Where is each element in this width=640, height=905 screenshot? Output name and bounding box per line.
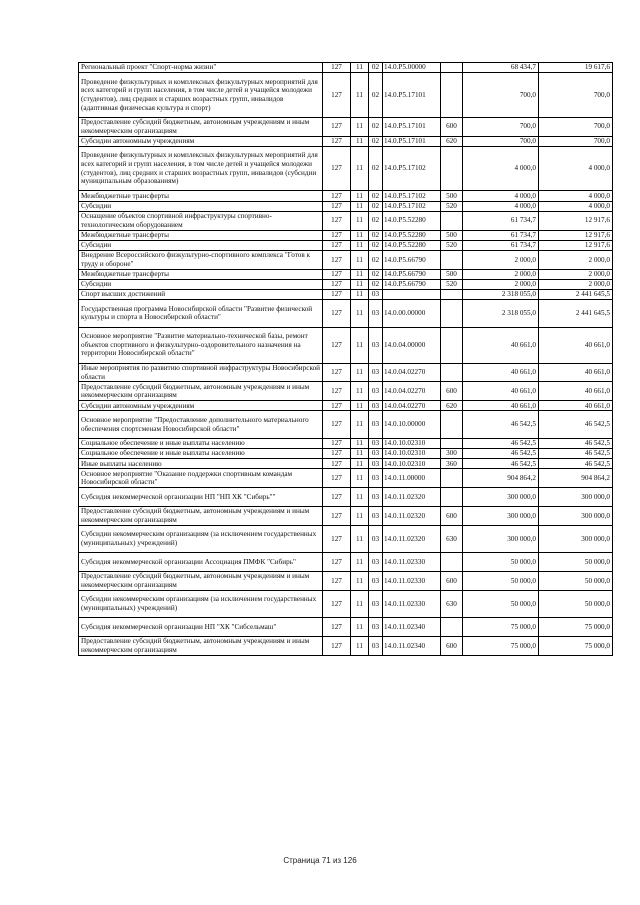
ved-code-cell: 127 <box>323 300 351 327</box>
item-name-cell: Основное мероприятие "Развитие материально-технической базы, ремонт объектов спортивного и физкультурно-оздоровительного назначения на территории Новосибирской области" <box>79 327 323 363</box>
amount-year2-cell: 700,0 <box>539 136 613 146</box>
expense-type-cell: 620 <box>441 401 463 411</box>
ved-code-cell: 127 <box>323 636 351 655</box>
subsection-code-cell: 02 <box>369 201 383 211</box>
subsection-code-cell: 02 <box>369 250 383 269</box>
section-code-cell: 11 <box>351 136 369 146</box>
amount-year1-cell: 300 000,0 <box>463 525 539 552</box>
expense-type-cell: 520 <box>441 201 463 211</box>
section-code-cell: 11 <box>351 636 369 655</box>
amount-year2-cell: 40 661,0 <box>539 363 613 382</box>
ved-code-cell: 127 <box>323 618 351 637</box>
section-code-cell: 11 <box>351 553 369 572</box>
target-article-cell: 14.0.00.00000 <box>383 300 441 327</box>
target-article-cell: 14.0.P5.17102 <box>383 191 441 201</box>
amount-year1-cell: 700,0 <box>463 136 539 146</box>
ved-code-cell: 127 <box>323 250 351 269</box>
item-name-cell: Оснащение объектов спортивной инфраструктуры спортивно-технологическим оборудованием <box>79 211 323 230</box>
target-article-cell: 14.0.P5.17101 <box>383 73 441 118</box>
target-article-cell: 14.0.04.02270 <box>383 401 441 411</box>
section-code-cell: 11 <box>351 63 369 73</box>
table-row <box>79 411 613 438</box>
item-name-cell: Социальное обеспечение и иные выплаты населению <box>79 449 323 459</box>
amount-year2-cell: 2 000,0 <box>539 250 613 269</box>
ved-code-cell: 127 <box>323 211 351 230</box>
ved-code-cell: 127 <box>323 363 351 382</box>
amount-year1-cell: 2 000,0 <box>463 250 539 269</box>
item-name-cell: Спорт высших достижений <box>79 290 323 300</box>
expense-type-cell <box>441 363 463 382</box>
expense-type-cell: 600 <box>441 382 463 401</box>
expense-type-cell <box>441 73 463 118</box>
expense-type-cell: 360 <box>441 459 463 469</box>
amount-year1-cell: 2 318 055,0 <box>463 300 539 327</box>
target-article-cell: 14.0.P5.00000 <box>383 63 441 73</box>
table-row <box>79 469 613 488</box>
table-row <box>79 63 613 73</box>
amount-year1-cell: 2 000,0 <box>463 269 539 279</box>
budget-table <box>78 62 613 656</box>
ved-code-cell: 127 <box>323 438 351 448</box>
amount-year1-cell: 68 434,7 <box>463 63 539 73</box>
section-code-cell: 11 <box>351 300 369 327</box>
subsection-code-cell: 03 <box>369 525 383 552</box>
amount-year2-cell: 300 000,0 <box>539 506 613 525</box>
item-name-cell: Межбюджетные трансферты <box>79 230 323 240</box>
table-row <box>79 230 613 240</box>
section-code-cell: 11 <box>351 146 369 191</box>
section-code-cell: 11 <box>351 73 369 118</box>
subsection-code-cell: 03 <box>369 488 383 507</box>
section-code-cell: 11 <box>351 506 369 525</box>
amount-year1-cell: 40 661,0 <box>463 327 539 363</box>
item-name-cell: Предоставление субсидий бюджетным, автономным учреждениям и иным некоммерческим организациям <box>79 636 323 655</box>
amount-year1-cell: 40 661,0 <box>463 382 539 401</box>
amount-year2-cell: 40 661,0 <box>539 401 613 411</box>
ved-code-cell: 127 <box>323 73 351 118</box>
amount-year1-cell: 46 542,5 <box>463 459 539 469</box>
subsection-code-cell: 03 <box>369 636 383 655</box>
target-article-cell: 14.0.04.00000 <box>383 327 441 363</box>
section-code-cell: 11 <box>351 618 369 637</box>
expense-type-cell <box>441 211 463 230</box>
target-article-cell: 14.0.04.02270 <box>383 382 441 401</box>
target-article-cell: 14.0.11.02340 <box>383 618 441 637</box>
amount-year2-cell: 700,0 <box>539 73 613 118</box>
amount-year1-cell: 904 864,2 <box>463 469 539 488</box>
target-article-cell: 14.0.10.02310 <box>383 438 441 448</box>
amount-year2-cell: 2 441 645,5 <box>539 290 613 300</box>
expense-type-cell <box>441 146 463 191</box>
item-name-cell: Предоставление субсидий бюджетным, автономным учреждениям и иным некоммерческим организациям <box>79 506 323 525</box>
table-row <box>79 191 613 201</box>
table-row <box>79 618 613 637</box>
amount-year1-cell: 50 000,0 <box>463 553 539 572</box>
subsection-code-cell: 03 <box>369 590 383 617</box>
section-code-cell: 11 <box>351 438 369 448</box>
amount-year1-cell: 46 542,5 <box>463 411 539 438</box>
target-article-cell: 14.0.P5.17101 <box>383 117 441 136</box>
amount-year2-cell: 50 000,0 <box>539 571 613 590</box>
expense-type-cell: 600 <box>441 506 463 525</box>
target-article-cell: 14.0.10.00000 <box>383 411 441 438</box>
item-name-cell: Межбюджетные трансферты <box>79 191 323 201</box>
amount-year2-cell: 2 441 645,5 <box>539 300 613 327</box>
subsection-code-cell: 03 <box>369 438 383 448</box>
table-row <box>79 636 613 655</box>
subsection-code-cell: 03 <box>369 300 383 327</box>
amount-year2-cell: 75 000,0 <box>539 618 613 637</box>
expense-type-cell <box>441 488 463 507</box>
expense-type-cell <box>441 618 463 637</box>
amount-year1-cell: 40 661,0 <box>463 363 539 382</box>
ved-code-cell: 127 <box>323 488 351 507</box>
ved-code-cell: 127 <box>323 411 351 438</box>
subsection-code-cell: 02 <box>369 240 383 250</box>
table-row <box>79 300 613 327</box>
expense-type-cell <box>441 411 463 438</box>
item-name-cell: Субсидии автономным учреждениям <box>79 401 323 411</box>
section-code-cell: 11 <box>351 211 369 230</box>
expense-type-cell: 520 <box>441 240 463 250</box>
subsection-code-cell: 02 <box>369 117 383 136</box>
subsection-code-cell: 02 <box>369 269 383 279</box>
item-name-cell: Предоставление субсидий бюджетным, автономным учреждениям и иным некоммерческим организациям <box>79 382 323 401</box>
amount-year1-cell: 75 000,0 <box>463 618 539 637</box>
subsection-code-cell: 03 <box>369 459 383 469</box>
ved-code-cell: 127 <box>323 269 351 279</box>
amount-year2-cell: 700,0 <box>539 117 613 136</box>
expense-type-cell: 630 <box>441 525 463 552</box>
target-article-cell: 14.0.11.02330 <box>383 571 441 590</box>
expense-type-cell: 600 <box>441 636 463 655</box>
ved-code-cell: 127 <box>323 469 351 488</box>
amount-year2-cell: 19 617,6 <box>539 63 613 73</box>
item-name-cell: Государственная программа Новосибирской области "Развитие физической культуры и спорта в Новосибирской области" <box>79 300 323 327</box>
subsection-code-cell: 03 <box>369 571 383 590</box>
item-name-cell: Предоставление субсидий бюджетным, автономным учреждениям и иным некоммерческим организациям <box>79 117 323 136</box>
subsection-code-cell: 02 <box>369 63 383 73</box>
item-name-cell: Проведение физкультурных и комплексных физкультурных мероприятий для всех категорий и групп населения, в том числе детей и учащейся молодежи (студентов), лиц средних и старших возрастных групп, инвалидов (субсидии муниципальным образованиям) <box>79 146 323 191</box>
expense-type-cell <box>441 290 463 300</box>
ved-code-cell: 127 <box>323 136 351 146</box>
section-code-cell: 11 <box>351 571 369 590</box>
ved-code-cell: 127 <box>323 459 351 469</box>
ved-code-cell: 127 <box>323 553 351 572</box>
expense-type-cell: 600 <box>441 117 463 136</box>
subsection-code-cell: 02 <box>369 211 383 230</box>
section-code-cell: 11 <box>351 250 369 269</box>
target-article-cell: 14.0.11.02330 <box>383 590 441 617</box>
ved-code-cell: 127 <box>323 63 351 73</box>
section-code-cell: 11 <box>351 201 369 211</box>
subsection-code-cell: 02 <box>369 230 383 240</box>
budget-table-body <box>79 63 613 656</box>
amount-year1-cell: 61 734,7 <box>463 240 539 250</box>
target-article-cell: 14.0.10.02310 <box>383 449 441 459</box>
ved-code-cell: 127 <box>323 279 351 289</box>
item-name-cell: Субсидия некоммерческой организации НП "НП ХК "Сибирь"" <box>79 488 323 507</box>
amount-year2-cell: 4 000,0 <box>539 201 613 211</box>
section-code-cell: 11 <box>351 382 369 401</box>
subsection-code-cell: 03 <box>369 411 383 438</box>
item-name-cell: Субсидии некоммерческим организациям (за исключением государственных (муниципальных) учреждений) <box>79 590 323 617</box>
amount-year1-cell: 4 000,0 <box>463 146 539 191</box>
item-name-cell: Субсидия некоммерческой организации НП "ХК "Сибсельмаш" <box>79 618 323 637</box>
expense-type-cell <box>441 553 463 572</box>
item-name-cell: Субсидия некоммерческой организации Ассоциация ПМФК "Сибирь" <box>79 553 323 572</box>
amount-year2-cell: 50 000,0 <box>539 553 613 572</box>
ved-code-cell: 127 <box>323 117 351 136</box>
section-code-cell: 11 <box>351 488 369 507</box>
section-code-cell: 11 <box>351 590 369 617</box>
amount-year1-cell: 2 318 055,0 <box>463 290 539 300</box>
target-article-cell: 14.0.11.00000 <box>383 469 441 488</box>
subsection-code-cell: 03 <box>369 469 383 488</box>
item-name-cell: Социальное обеспечение и иные выплаты населению <box>79 438 323 448</box>
amount-year1-cell: 2 000,0 <box>463 279 539 289</box>
amount-year1-cell: 300 000,0 <box>463 488 539 507</box>
amount-year2-cell: 2 000,0 <box>539 269 613 279</box>
amount-year2-cell: 904 864,2 <box>539 469 613 488</box>
table-row <box>79 363 613 382</box>
subsection-code-cell: 03 <box>369 553 383 572</box>
table-row <box>79 201 613 211</box>
amount-year2-cell: 12 917,6 <box>539 230 613 240</box>
target-article-cell: 14.0.11.02320 <box>383 506 441 525</box>
target-article-cell: 14.0.P5.17102 <box>383 201 441 211</box>
target-article-cell: 14.0.P5.17101 <box>383 136 441 146</box>
ved-code-cell: 127 <box>323 146 351 191</box>
expense-type-cell <box>441 438 463 448</box>
amount-year2-cell: 46 542,5 <box>539 459 613 469</box>
item-name-cell: Региональный проект "Спорт-норма жизни" <box>79 63 323 73</box>
table-row <box>79 136 613 146</box>
section-code-cell: 11 <box>351 240 369 250</box>
expense-type-cell: 500 <box>441 230 463 240</box>
amount-year1-cell: 46 542,5 <box>463 449 539 459</box>
amount-year2-cell: 40 661,0 <box>539 382 613 401</box>
table-row <box>79 382 613 401</box>
item-name-cell: Субсидии <box>79 201 323 211</box>
table-row <box>79 240 613 250</box>
expense-type-cell: 500 <box>441 191 463 201</box>
ved-code-cell: 127 <box>323 525 351 552</box>
amount-year2-cell: 46 542,5 <box>539 411 613 438</box>
expense-type-cell: 630 <box>441 590 463 617</box>
ved-code-cell: 127 <box>323 191 351 201</box>
section-code-cell: 11 <box>351 279 369 289</box>
table-row <box>79 279 613 289</box>
section-code-cell: 11 <box>351 290 369 300</box>
amount-year2-cell: 300 000,0 <box>539 525 613 552</box>
amount-year1-cell: 50 000,0 <box>463 590 539 617</box>
ved-code-cell: 127 <box>323 240 351 250</box>
subsection-code-cell: 03 <box>369 401 383 411</box>
subsection-code-cell: 03 <box>369 506 383 525</box>
amount-year2-cell: 300 000,0 <box>539 488 613 507</box>
subsection-code-cell: 02 <box>369 136 383 146</box>
table-row <box>79 250 613 269</box>
amount-year2-cell: 4 000,0 <box>539 146 613 191</box>
item-name-cell: Основное мероприятие "Предоставление дополнительного материального обеспечения спортсменам Новосибирской области" <box>79 411 323 438</box>
table-row <box>79 117 613 136</box>
table-row <box>79 553 613 572</box>
ved-code-cell: 127 <box>323 201 351 211</box>
item-name-cell: Иные мероприятия по развитию спортивной инфраструктуры Новосибирской области <box>79 363 323 382</box>
amount-year1-cell: 61 734,7 <box>463 230 539 240</box>
ved-code-cell: 127 <box>323 382 351 401</box>
amount-year1-cell: 700,0 <box>463 117 539 136</box>
table-row <box>79 146 613 191</box>
target-article-cell: 14.0.P5.66790 <box>383 269 441 279</box>
section-code-cell: 11 <box>351 459 369 469</box>
expense-type-cell: 520 <box>441 279 463 289</box>
ved-code-cell: 127 <box>323 230 351 240</box>
amount-year2-cell: 2 000,0 <box>539 279 613 289</box>
subsection-code-cell: 03 <box>369 363 383 382</box>
table-row <box>79 401 613 411</box>
ved-code-cell: 127 <box>323 449 351 459</box>
table-row <box>79 459 613 469</box>
expense-type-cell: 620 <box>441 136 463 146</box>
expense-type-cell <box>441 63 463 73</box>
table-row <box>79 506 613 525</box>
table-row <box>79 211 613 230</box>
table-row <box>79 449 613 459</box>
section-code-cell: 11 <box>351 525 369 552</box>
section-code-cell: 11 <box>351 469 369 488</box>
expense-type-cell <box>441 250 463 269</box>
target-article-cell: 14.0.P5.66790 <box>383 250 441 269</box>
amount-year1-cell: 61 734,7 <box>463 211 539 230</box>
amount-year1-cell: 700,0 <box>463 73 539 118</box>
amount-year2-cell: 46 542,5 <box>539 438 613 448</box>
amount-year1-cell: 4 000,0 <box>463 191 539 201</box>
target-article-cell: 14.0.P5.52280 <box>383 230 441 240</box>
target-article-cell: 14.0.11.02320 <box>383 525 441 552</box>
target-article-cell: 14.0.11.02340 <box>383 636 441 655</box>
target-article-cell <box>383 290 441 300</box>
amount-year1-cell: 40 661,0 <box>463 401 539 411</box>
expense-type-cell <box>441 327 463 363</box>
table-row <box>79 290 613 300</box>
section-code-cell: 11 <box>351 411 369 438</box>
ved-code-cell: 127 <box>323 290 351 300</box>
expense-type-cell: 600 <box>441 571 463 590</box>
section-code-cell: 11 <box>351 230 369 240</box>
table-row <box>79 438 613 448</box>
item-name-cell: Субсидии <box>79 240 323 250</box>
section-code-cell: 11 <box>351 117 369 136</box>
item-name-cell: Проведение физкультурных и комплексных физкультурных мероприятий для всех категорий и групп населения, в том числе детей и учащейся молодежи (студентов), лиц средних и старших возрастных групп, инвалидов (адаптивная физическая культура и спорт) <box>79 73 323 118</box>
subsection-code-cell: 02 <box>369 191 383 201</box>
section-code-cell: 11 <box>351 269 369 279</box>
table-row <box>79 590 613 617</box>
section-code-cell: 11 <box>351 327 369 363</box>
item-name-cell: Межбюджетные трансферты <box>79 269 323 279</box>
table-row <box>79 525 613 552</box>
amount-year1-cell: 4 000,0 <box>463 201 539 211</box>
item-name-cell: Внедрение Всероссийского физкультурно-спортивного комплекса "Готов к труду и обороне" <box>79 250 323 269</box>
target-article-cell: 14.0.04.02270 <box>383 363 441 382</box>
ved-code-cell: 127 <box>323 571 351 590</box>
item-name-cell: Основное мероприятие "Оказание поддержки спортивным командам Новосибирской области" <box>79 469 323 488</box>
ved-code-cell: 127 <box>323 590 351 617</box>
subsection-code-cell: 02 <box>369 279 383 289</box>
amount-year2-cell: 46 542,5 <box>539 449 613 459</box>
expense-type-cell <box>441 469 463 488</box>
subsection-code-cell: 03 <box>369 382 383 401</box>
table-row <box>79 269 613 279</box>
target-article-cell: 14.0.P5.17102 <box>383 146 441 191</box>
section-code-cell: 11 <box>351 363 369 382</box>
table-row <box>79 73 613 118</box>
amount-year2-cell: 12 917,6 <box>539 211 613 230</box>
subsection-code-cell: 02 <box>369 73 383 118</box>
target-article-cell: 14.0.10.02310 <box>383 459 441 469</box>
item-name-cell: Субсидии автономным учреждениям <box>79 136 323 146</box>
item-name-cell: Субсидии некоммерческим организациям (за исключением государственных (муниципальных) учреждений) <box>79 525 323 552</box>
item-name-cell: Предоставление субсидий бюджетным, автономным учреждениям и иным некоммерческим организациям <box>79 571 323 590</box>
target-article-cell: 14.0.P5.52280 <box>383 211 441 230</box>
item-name-cell: Субсидии <box>79 279 323 289</box>
amount-year1-cell: 50 000,0 <box>463 571 539 590</box>
target-article-cell: 14.0.11.02320 <box>383 488 441 507</box>
expense-type-cell <box>441 300 463 327</box>
ved-code-cell: 127 <box>323 401 351 411</box>
subsection-code-cell: 03 <box>369 618 383 637</box>
subsection-code-cell: 03 <box>369 327 383 363</box>
section-code-cell: 11 <box>351 449 369 459</box>
amount-year2-cell: 12 917,6 <box>539 240 613 250</box>
subsection-code-cell: 03 <box>369 290 383 300</box>
item-name-cell: Иные выплаты населению <box>79 459 323 469</box>
amount-year1-cell: 46 542,5 <box>463 438 539 448</box>
amount-year2-cell: 75 000,0 <box>539 636 613 655</box>
table-row <box>79 571 613 590</box>
section-code-cell: 11 <box>351 191 369 201</box>
expense-type-cell: 300 <box>441 449 463 459</box>
target-article-cell: 14.0.11.02330 <box>383 553 441 572</box>
subsection-code-cell: 03 <box>369 449 383 459</box>
table-row <box>79 488 613 507</box>
subsection-code-cell: 02 <box>369 146 383 191</box>
target-article-cell: 14.0.P5.66790 <box>383 279 441 289</box>
page-footer: Страница 71 из 126 <box>283 856 357 865</box>
section-code-cell: 11 <box>351 401 369 411</box>
expense-type-cell: 500 <box>441 269 463 279</box>
target-article-cell: 14.0.P5.52280 <box>383 240 441 250</box>
amount-year1-cell: 300 000,0 <box>463 506 539 525</box>
ved-code-cell: 127 <box>323 327 351 363</box>
amount-year2-cell: 4 000,0 <box>539 191 613 201</box>
amount-year1-cell: 75 000,0 <box>463 636 539 655</box>
table-row <box>79 327 613 363</box>
ved-code-cell: 127 <box>323 506 351 525</box>
amount-year2-cell: 50 000,0 <box>539 590 613 617</box>
amount-year2-cell: 40 661,0 <box>539 327 613 363</box>
